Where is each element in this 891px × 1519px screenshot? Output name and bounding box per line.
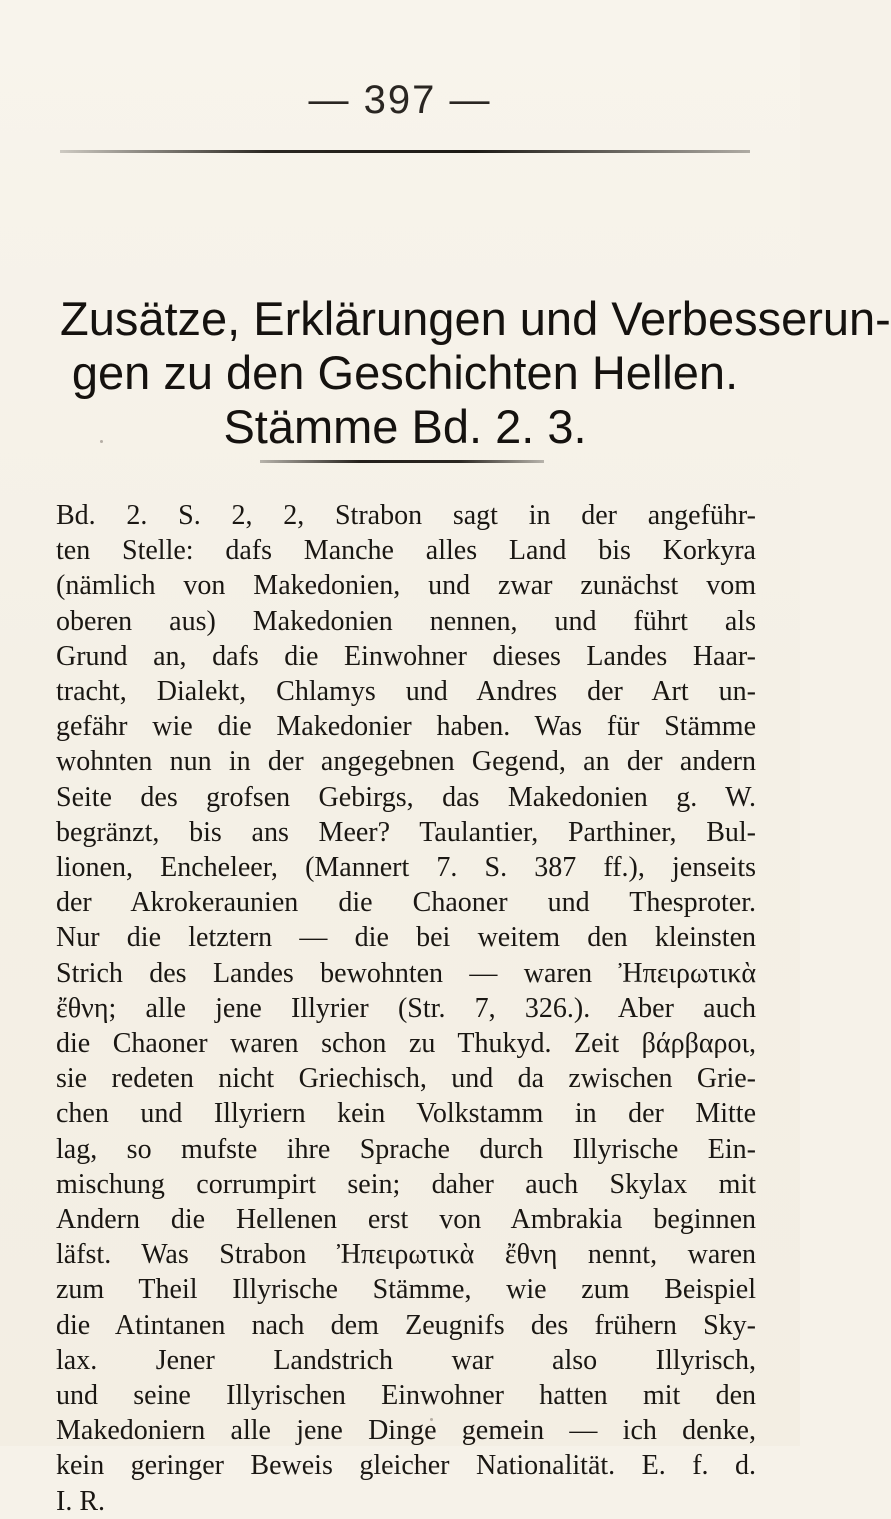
paper-speck <box>430 1418 433 1421</box>
text-line: Makedoniern alle jene Dinge gemein — ich denke, <box>56 1415 756 1447</box>
page-number: — 397 — <box>308 78 492 122</box>
text-line: Seite des grofsen Gebirgs, das Makedonien g. W. <box>56 781 756 813</box>
text-line: lionen, Encheleer, (Mannert 7. S. 387 ff.), jenseits <box>56 852 756 884</box>
text-line: Andern die Hellenen erst von Ambrakia beginnen <box>56 1204 756 1236</box>
heading-line: gen zu den Geschichten Hellen. <box>71 346 739 399</box>
text-line: tracht, Dialekt, Chlamys und Andres der Art un- <box>56 676 756 708</box>
text-line: oberen aus) Makedonien nennen, und führt als <box>56 605 756 637</box>
text-line: wohnten nun in der angegebnen Gegend, an der andern <box>56 746 756 778</box>
paper-speck <box>100 440 103 443</box>
heading-line: Zusätze, Erklärungen und Verbesserun- <box>60 292 891 345</box>
text-line: Nur die letztern — die bei weitem den kleinsten <box>56 922 756 954</box>
text-line: Strich des Landes bewohnten — waren Ἠπειρωτικὰ <box>56 957 756 989</box>
text-line: (nämlich von Makedonien, und zwar zunächst vom <box>56 570 756 602</box>
text-line: Bd. 2. S. 2, 2, Strabon sagt in der angeführ- <box>56 500 756 531</box>
text-line: begränzt, bis ans Meer? Taulantier, Parthiner, Bul- <box>56 816 756 848</box>
text-line: kein geringer Beweis gleicher Nationalität. E. f. d. <box>56 1450 756 1482</box>
heading-line: Stämme Bd. 2. 3. <box>223 400 587 453</box>
text-line: I. R. <box>56 1485 105 1517</box>
section-heading <box>60 292 891 454</box>
text-line: die Chaoner waren schon zu Thukyd. Zeit βάρβαροι, <box>56 1028 756 1060</box>
body-text <box>56 498 756 1519</box>
text-line: lag, so mufste ihre Sprache durch Illyrische Ein- <box>56 1133 756 1165</box>
text-line: sie redeten nicht Griechisch, und da zwischen Grie- <box>56 1063 756 1095</box>
text-line: und seine Illyrischen Einwohner hatten mit den <box>56 1380 756 1412</box>
text-line: chen und Illyriern kein Volkstamm in der Mitte <box>56 1098 756 1130</box>
text-line: ten Stelle: dafs Manche alles Land bis Korkyra <box>56 535 756 567</box>
section-rule <box>260 460 544 463</box>
top-rule <box>60 150 750 153</box>
text-line: lax. Jener Landstrich war also Illyrisch, <box>56 1344 756 1376</box>
text-line: die Atintanen nach dem Zeugnifs des frühern Sky- <box>56 1309 756 1341</box>
text-line: zum Theil Illyrische Stämme, wie zum Beispiel <box>56 1274 756 1306</box>
text-line: Grund an, dafs die Einwohner dieses Landes Haar- <box>56 640 756 672</box>
text-line: mischung corrumpirt sein; daher auch Skylax mit <box>56 1168 756 1200</box>
text-line: gefähr wie die Makedonier haben. Was für Stämme <box>56 711 756 743</box>
paper-speck <box>685 375 688 378</box>
text-line: läfst. Was Strabon Ἠπειρωτικὰ ἔθνη nennt, waren <box>56 1239 756 1271</box>
text-line: der Akrokeraunien die Chaoner und Thesproter. <box>56 887 756 919</box>
text-line: ἔθνη; alle jene Illyrier (Str. 7, 326.). Aber auch <box>56 992 756 1024</box>
